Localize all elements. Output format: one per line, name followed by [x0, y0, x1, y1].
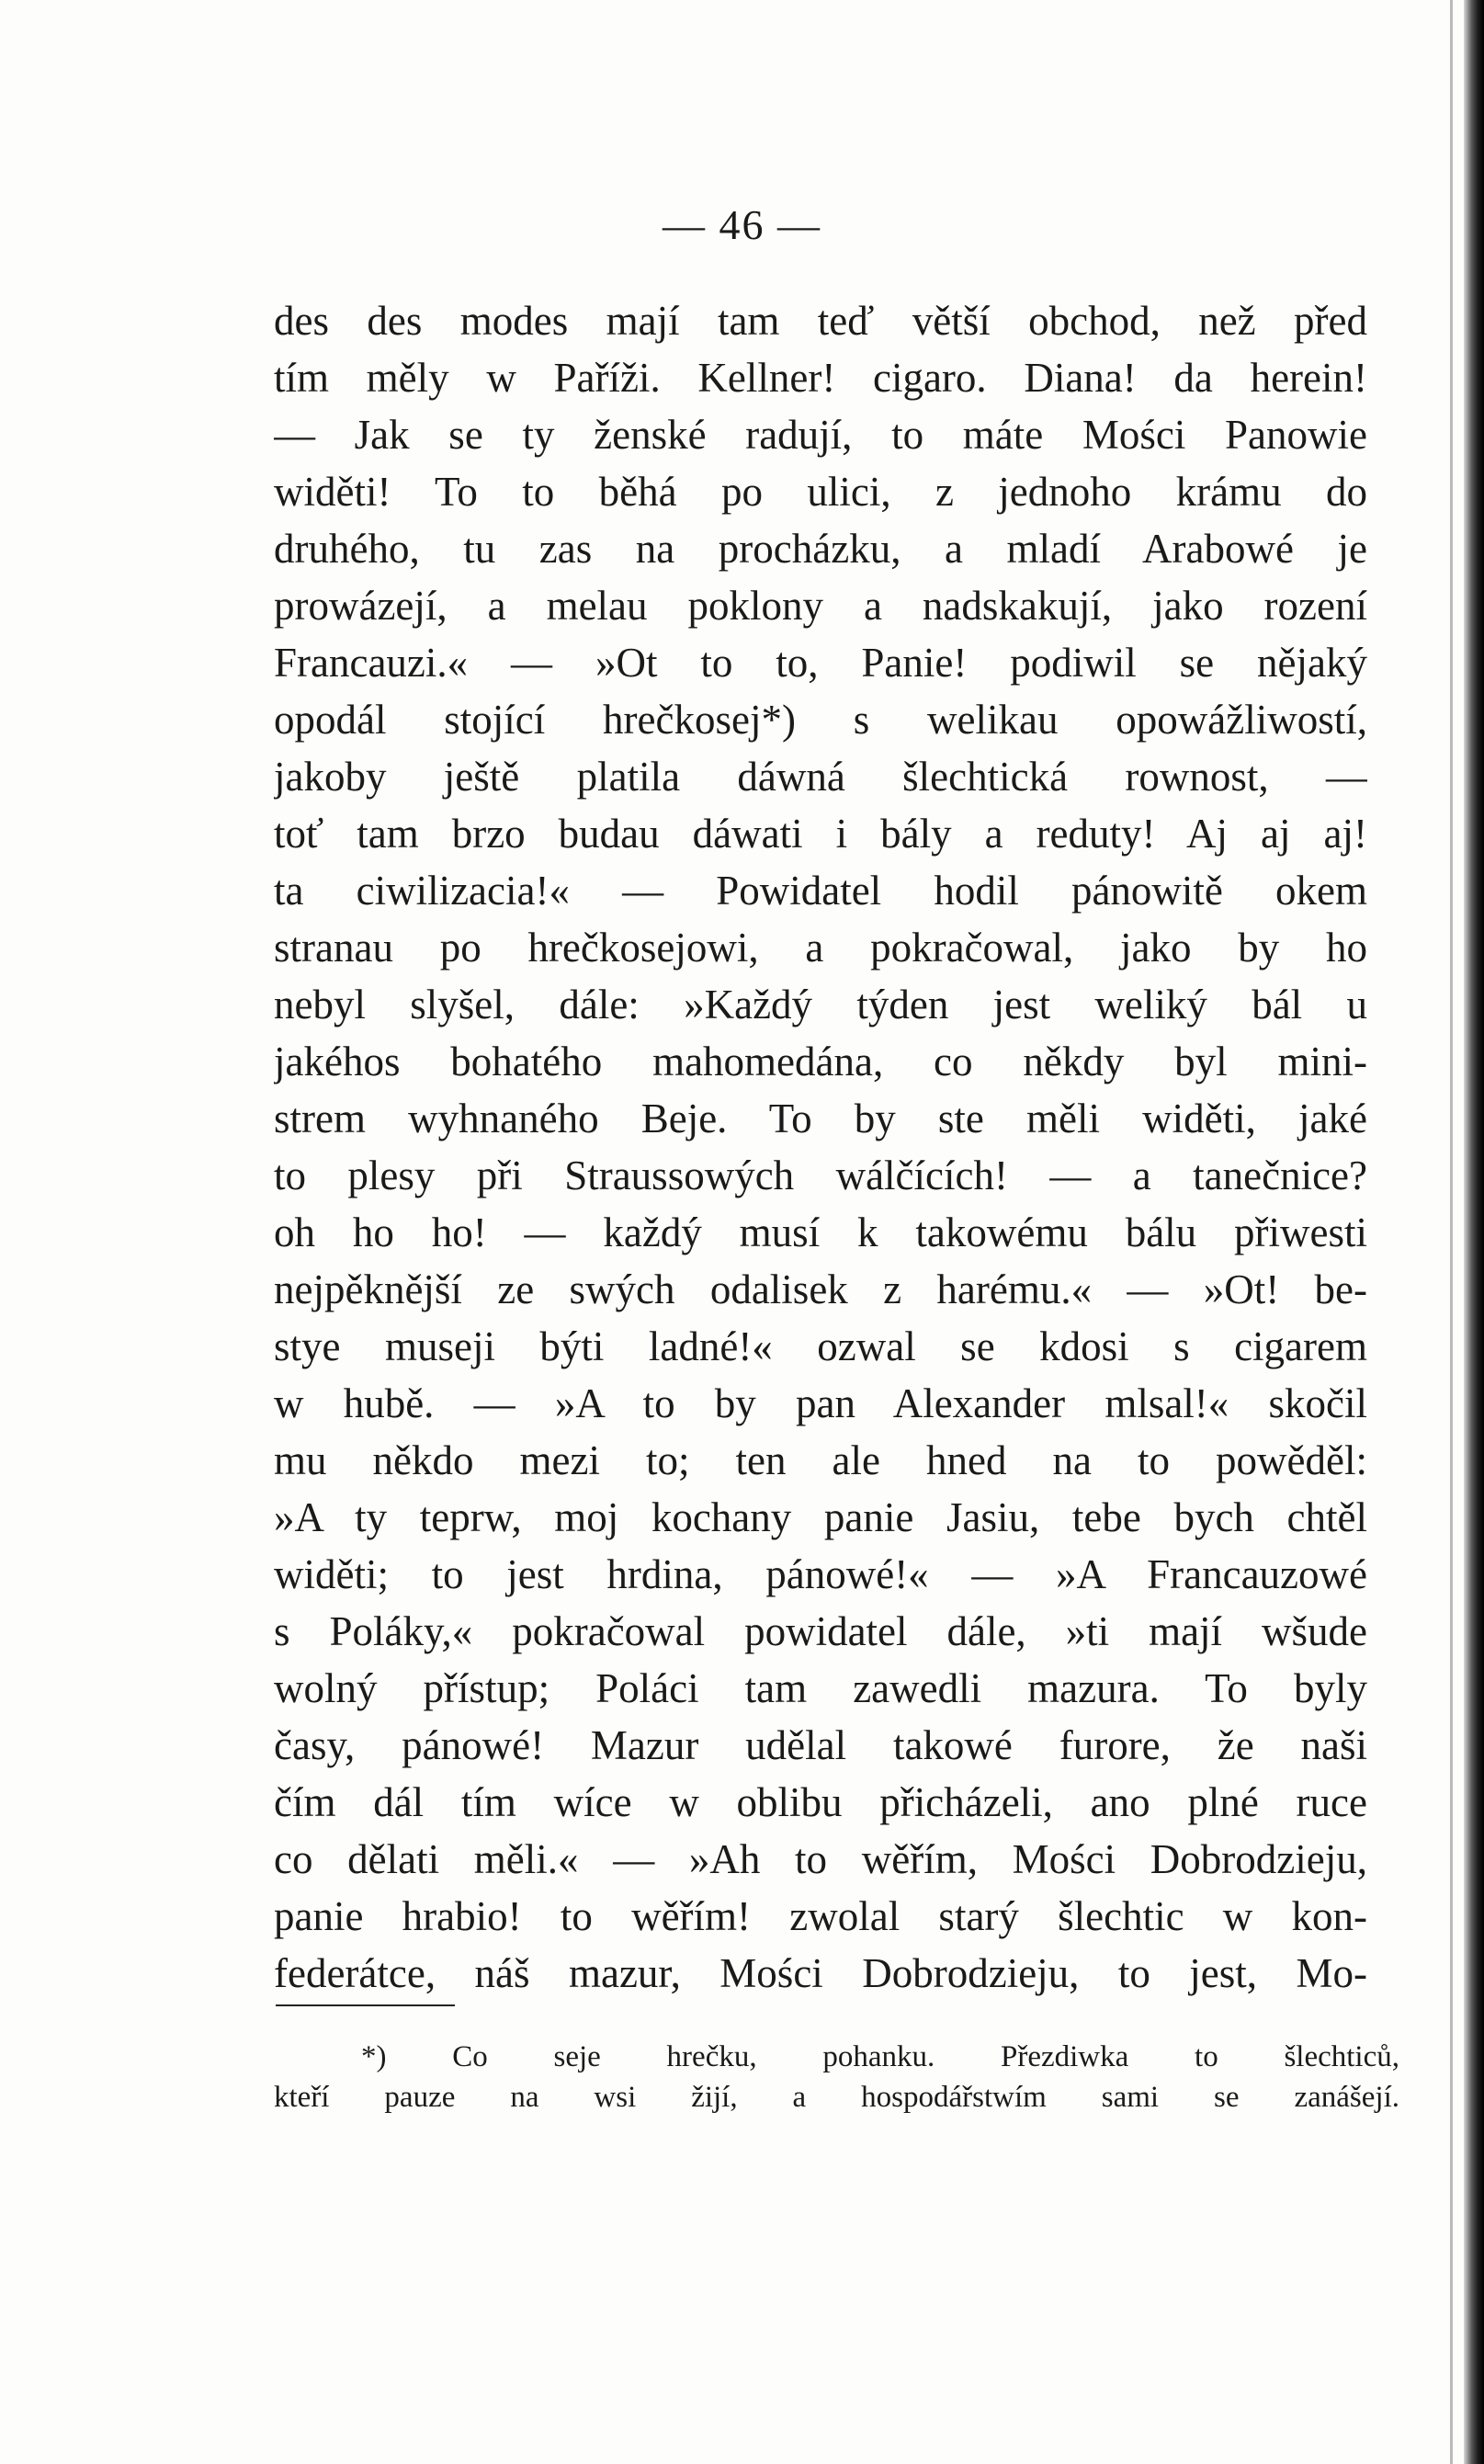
text-line: časy, pánowé! Mazur udělal takowé furore, že naši [274, 1722, 1367, 1768]
text-line: jakéhos bohatého mahomedána, co někdy byl mini- [274, 1039, 1367, 1084]
text-line: Francauzi.« — »Ot to to, Panie! podiwil se nějaký [274, 640, 1367, 686]
text-line: widěti! To to běhá po ulici, z jednoho krámu do [274, 469, 1367, 515]
page-number: — 46 — [663, 201, 821, 248]
text-line: ta ciwilizacia!« — Powidatel hodil pánowitě okem [274, 868, 1367, 914]
text-line: panie hrabio! to wěřím! zwolal starý šlechtic w kon- [274, 1893, 1367, 1939]
page-edge-shadow [1464, 0, 1484, 2464]
text-line: strem wyhnaného Beje. To by ste měli widěti, jaké [274, 1096, 1367, 1141]
text-line: des des modes mají tam teď větší obchod, než před [274, 298, 1367, 344]
footnote [274, 2037, 1399, 2118]
page-fold-line [1450, 0, 1453, 2464]
text-line: oh ho ho! — každý musí k takowému bálu přiwesti [274, 1209, 1367, 1255]
text-line: to plesy při Straussowých wálčících! — a tanečnice? [274, 1153, 1367, 1198]
text-line: — Jak se ty ženské radují, to máte Mości Panowie [274, 412, 1367, 458]
text-line: stye museji býti ladné!« ozwal se kdosi s cigarem [274, 1323, 1367, 1369]
text-line: tím měly w Paříži. Kellner! cigaro. Diana! da herein! [274, 355, 1367, 401]
text-line: nejpěknější ze swých odalisek z harému.« — »Ot! be- [274, 1266, 1367, 1312]
body-text [274, 292, 1367, 2002]
text-line: co dělati měli.« — »Ah to wěřím, Mości Dobrodzieju, [274, 1836, 1367, 1882]
text-line: druhého, tu zas na procházku, a mladí Arabowé je [274, 526, 1367, 572]
text-line: s Poláky,« pokračowal powidatel dále, »ti mají wšude [274, 1608, 1367, 1654]
text-line: opodál stojící hrečkosej*) s welikau opowážliwostí, [274, 697, 1367, 743]
text-line: jakoby ještě platila dáwná šlechtická rownost, — [274, 754, 1367, 800]
text-line: nebyl slyšel, dále: »Každý týden jest weliký bál u [274, 982, 1367, 1028]
text-line: stranau po hrečkosejowi, a pokračowal, jako by ho [274, 925, 1367, 971]
footnote-line: kteří pauze na wsi žijí, a hospodářstwím sami se zanášejí. [274, 2081, 1399, 2114]
text-line: čím dál tím wíce w oblibu přicházeli, ano plné ruce [274, 1779, 1367, 1825]
text-line: prowázejí, a melau poklony a nadskakují, jako rození [274, 583, 1367, 629]
text-line: wolný přístup; Poláci tam zawedli mazura. To byly [274, 1665, 1367, 1711]
text-line: toť tam brzo budau dáwati i bály a reduty! Aj aj aj! [274, 811, 1367, 857]
text-line: widěti; to jest hrdina, pánowé!« — »A Francauzowé [274, 1551, 1367, 1597]
footnote-line: *) Co seje hrečku, pohanku. Přezdiwka to šlechticů, [361, 2040, 1399, 2073]
footnote-separator [276, 2004, 455, 2006]
text-line: federátce, náš mazur, Mości Dobrodzieju, to jest, Mo- [274, 1950, 1367, 1996]
text-line: »A ty teprw, moj kochany panie Jasiu, tebe bych chtěl [274, 1494, 1367, 1540]
text-line: w hubě. — »A to by pan Alexander mlsal!« skočil [274, 1380, 1367, 1426]
text-line: mu někdo mezi to; ten ale hned na to powěděl: [274, 1437, 1367, 1483]
